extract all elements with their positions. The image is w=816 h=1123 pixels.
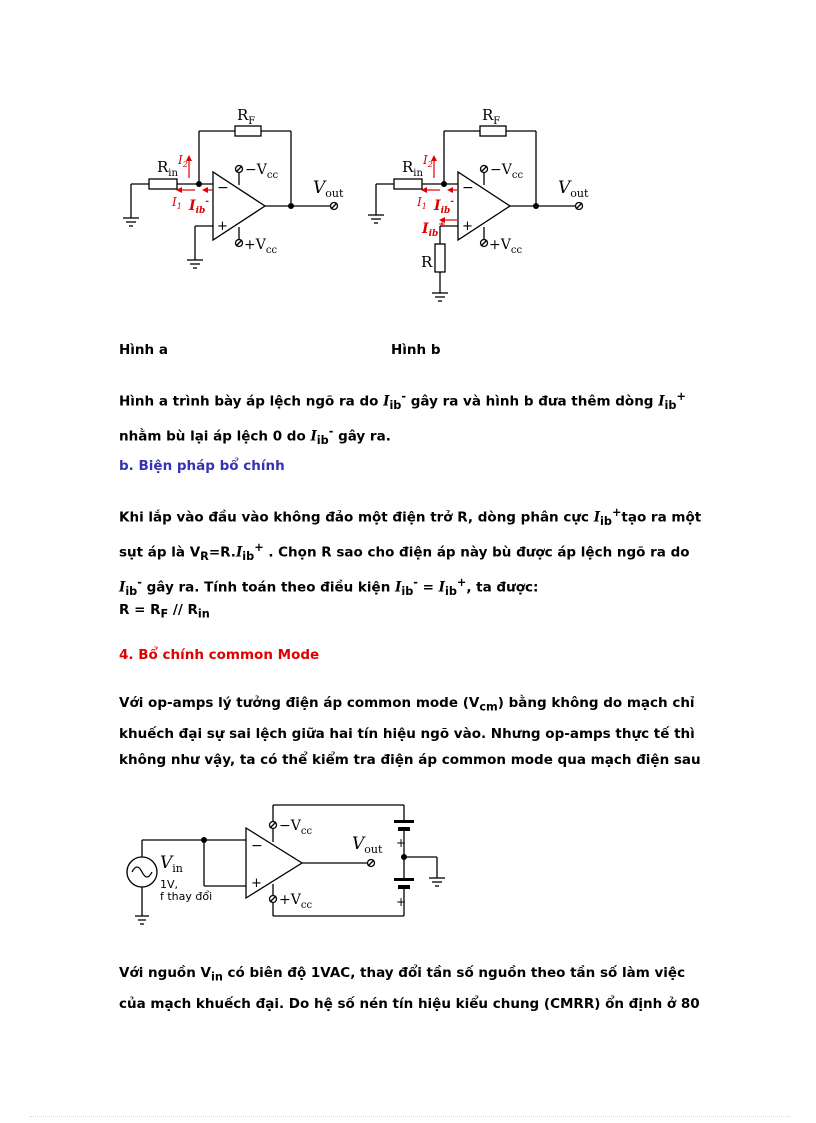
paragraph-intro: Hình a trình bày áp lệch ngõ ra do $I_{ib}^-$ gây ra và hình b đưa thêm dòng $I_{ib}^+$ nhằm bù lại áp lệch 0 do $I_{ib}^-$ gây ra. [119, 390, 686, 448]
paragraph-vin-source: Với nguồn $V_{in}$ có biên độ 1VAC, thay đổi tần số nguồn theo tần số làm việc của mạch khuếch đại. Do hệ số nén tín hiệu kiểu chung (CMRR) ổn định ở 80 [119, 965, 700, 1012]
figure-a [115, 100, 355, 275]
figure-b [360, 100, 600, 305]
pos-vcc-label-a: $+V_{cc}$ [244, 237, 278, 256]
iib-plus-label-b: $I_{ib}^+$ [422, 220, 446, 239]
rf-label-b: $R_F$ [482, 106, 501, 127]
r-resistor-b [435, 244, 445, 272]
neg-vcc-label-c: $-V_{cc}$ [279, 818, 313, 837]
figure-common-mode [120, 790, 460, 940]
i1-label-b: $I_1$ [417, 195, 427, 211]
rin-label-b: $R_{in}$ [402, 158, 423, 179]
rf-label-a: $R_F$ [237, 106, 256, 127]
plus-sign-b: + [462, 219, 473, 234]
vout-label-b: $V_{out}$ [558, 178, 589, 200]
pos-vcc-label-c: $+V_{cc}$ [279, 892, 313, 911]
caption-b: Hình b [391, 342, 441, 358]
minus-sign-c: − [251, 838, 263, 854]
plus-sign-a: + [217, 219, 228, 234]
i2-label-a: $I_2$ [178, 153, 188, 169]
iib-minus-label-b: $I_{ib}^-$ [434, 197, 455, 216]
vout-label-c: $V_{out}$ [352, 834, 383, 856]
paragraph-compensation: Khi lắp vào đầu vào không đảo một điện trở R, dòng phân cực $I_{ib}^+tạo$ ra một sụt áp là $V_R=R.I_{ib}^+$ . Chọn R sao cho điện áp này bù được áp lệch ngõ ra do $I_{ib}^-$ gây ra. Tính toán theo điều kiện $I_{ib}^- = I_{ib}^+$, ta được: [119, 506, 702, 599]
section-heading-b: b. Biện pháp bổ chính [119, 458, 285, 474]
minus-sign-b: − [462, 180, 474, 196]
minus-sign-a: − [217, 180, 229, 196]
paragraph-common-mode: Với op-amps lý tưởng điện áp common mode $(V_{cm})$ bằng không do mạch chỉ khuếch đại sự sai lệch giữa hai tín hiệu ngõ vào. Nhưng op-amps thực tế thì không như vậy, ta có thể kiểm tra điện áp common mode qua mạch điện sau [119, 695, 701, 768]
i2-label-b: $I_2$ [423, 153, 433, 169]
plus-sign-c: + [251, 876, 262, 891]
pos-vcc-label-b: $+V_{cc}$ [489, 237, 523, 256]
neg-vcc-label-a: $-V_{cc}$ [245, 162, 279, 181]
battery-plus-top: + [396, 836, 407, 850]
rin-resistor-b [394, 179, 422, 189]
battery-bottom-plate [394, 878, 414, 881]
frequency-label: f thay đổi [160, 890, 213, 903]
rin-label-a: $R_{in}$ [157, 158, 178, 179]
vin-label: $V_{in}$ [160, 853, 183, 875]
page-footer-line [30, 1116, 790, 1117]
rf-resistor-b [480, 126, 506, 136]
rin-resistor-a [149, 179, 177, 189]
rf-resistor-a [235, 126, 261, 136]
formula-r: $R = R_F // R_{in}$ [119, 602, 210, 621]
amplitude-label: 1V, [160, 878, 179, 891]
neg-vcc-label-b: $-V_{cc}$ [490, 162, 524, 181]
vout-label-a: $V_{out}$ [313, 178, 344, 200]
battery-plus-bottom: + [396, 895, 407, 909]
i1-label-a: $I_1$ [172, 195, 182, 211]
battery-top-plate [394, 820, 414, 823]
section-heading-4: 4. Bổ chính common Mode [119, 647, 320, 663]
iib-minus-label-a: $I_{ib}^-$ [189, 197, 210, 216]
caption-a: Hình a [119, 342, 168, 358]
r-label-b: R [421, 253, 433, 271]
